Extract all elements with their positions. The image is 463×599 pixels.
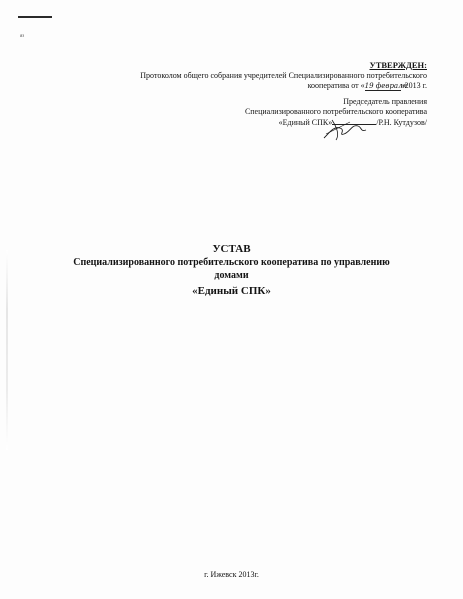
approval-heading: УТВЕРЖДЕН: (369, 60, 427, 70)
signature-scribble (320, 112, 370, 142)
document-subtitle-line1: Специализированного потребительского кооператива по управлению (73, 257, 390, 268)
document-title: УСТАВ (212, 243, 251, 255)
chairman-org-quote: «Единый СПК» (278, 118, 333, 127)
handwritten-date: 19 февраля (364, 82, 408, 90)
approval-date-suffix: »2013 г. (400, 81, 427, 90)
scan-side-mark: яз (20, 34, 25, 39)
approval-block (67, 60, 427, 91)
chairman-name-line (147, 117, 427, 128)
chairman-name: /Р.Н. Кутдузов/ (376, 118, 427, 127)
chairman-org-line: Специализированного потребительского кооператива (244, 107, 427, 116)
organization-name: «Единый СПК» (192, 285, 271, 297)
chairman-block (147, 97, 427, 128)
title-block (0, 243, 463, 298)
approval-line-date (67, 81, 427, 91)
footer-place-year: г. Ижевск 2013г. (204, 570, 259, 579)
scan-mark (18, 16, 52, 18)
chairman-title: Председатель правления (343, 97, 427, 106)
approval-line-protocol: Протоколом общего собрания учредителей Специализированного потребительского (140, 71, 427, 80)
document-subtitle-line2: домами (214, 270, 249, 281)
approval-date-prefix: кооператива от « (307, 81, 365, 90)
